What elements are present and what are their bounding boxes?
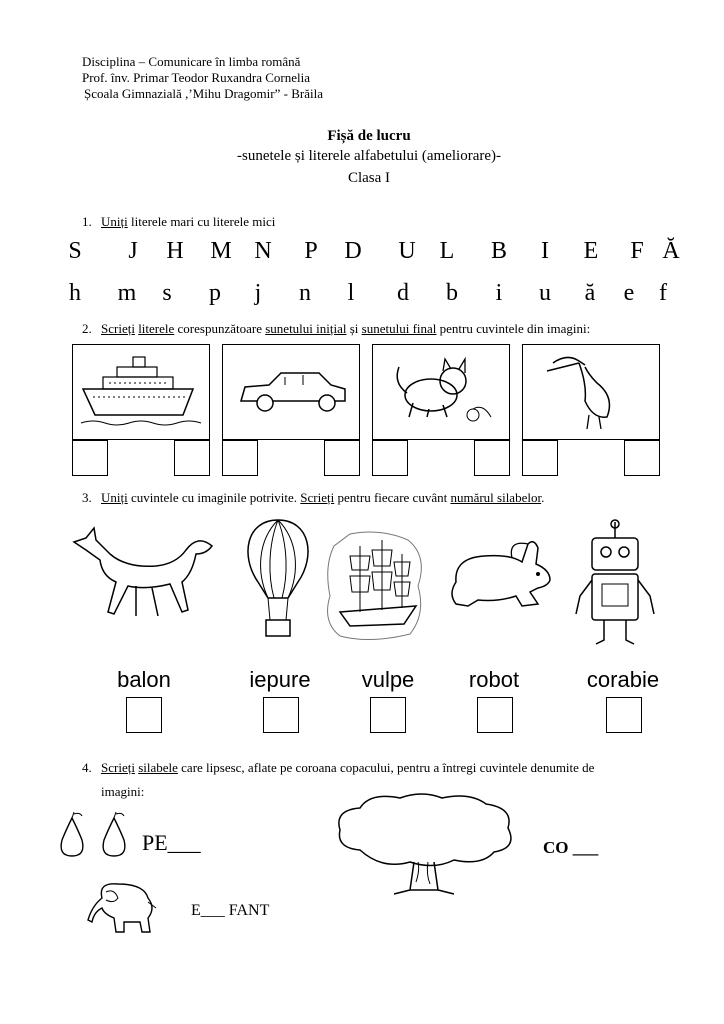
ex3-period: . bbox=[541, 490, 545, 505]
ex3-join: Uniți bbox=[101, 490, 128, 505]
ex4-instruction-line2: imagini: bbox=[101, 784, 145, 799]
upper-letter[interactable]: P bbox=[304, 238, 318, 264]
ex2-write: Scrieți bbox=[101, 321, 135, 336]
lower-letter[interactable]: m bbox=[117, 280, 137, 306]
word-balon: balon bbox=[117, 667, 171, 692]
ex1-verb: Uniți bbox=[101, 214, 128, 229]
ship-picture-box bbox=[72, 344, 210, 440]
elephant-icon bbox=[84, 878, 164, 938]
lower-letter[interactable]: s bbox=[162, 280, 172, 306]
lower-letter[interactable]: i bbox=[495, 280, 503, 306]
ex1-number: 1. bbox=[82, 214, 92, 229]
tree-icon bbox=[330, 790, 520, 900]
word-vulpe: vulpe bbox=[361, 667, 415, 692]
ex3-write: Scrieți bbox=[300, 490, 335, 505]
pelican-initial-box[interactable] bbox=[522, 440, 558, 476]
ex4-number: 4. bbox=[82, 760, 92, 775]
lower-letter[interactable]: j bbox=[254, 280, 262, 306]
vulpe-syllable-box[interactable] bbox=[370, 697, 406, 733]
ex2-text-a: corespunzătoare bbox=[174, 321, 266, 336]
lower-letter[interactable]: d bbox=[397, 280, 409, 306]
fox-icon bbox=[66, 520, 226, 630]
ex3-text-b: pentru fiecare cuvânt bbox=[334, 490, 451, 505]
balon-syllable-box[interactable] bbox=[126, 697, 162, 733]
upper-letter[interactable]: N bbox=[254, 238, 272, 264]
upper-letter[interactable]: L bbox=[439, 238, 455, 264]
pears-icon bbox=[54, 810, 134, 860]
worksheet-subtitle: -sunetele și literele alfabetului (ameliorare)- bbox=[236, 148, 502, 164]
pelican-icon bbox=[523, 345, 661, 441]
ex3-number: 3. bbox=[82, 490, 92, 505]
ex2-final-sound: sunetului final bbox=[361, 321, 437, 336]
ex4-write: Scrieți bbox=[101, 760, 135, 775]
ex4-syllables: silabele bbox=[138, 760, 178, 775]
ex1-rest: literele mari cu literele mici bbox=[127, 214, 276, 229]
ex2-initial-sound: sunetului inițial bbox=[265, 321, 347, 336]
ex2-instruction bbox=[82, 321, 590, 337]
word-co: CO ___ bbox=[543, 838, 599, 857]
lower-letter[interactable]: u bbox=[539, 280, 551, 306]
lower-letter[interactable]: n bbox=[299, 280, 311, 306]
robot-icon bbox=[570, 518, 660, 648]
lower-letter[interactable]: f bbox=[659, 280, 667, 306]
pelican-picture-box bbox=[522, 344, 660, 440]
lower-letter[interactable]: h bbox=[69, 280, 81, 306]
car-final-box[interactable] bbox=[324, 440, 360, 476]
hot-air-balloon-icon bbox=[238, 516, 318, 646]
word-robot: robot bbox=[468, 667, 520, 692]
lower-letter[interactable]: p bbox=[209, 280, 221, 306]
upper-letter[interactable]: Ă bbox=[662, 238, 680, 264]
worksheet-title: Fișă de lucru bbox=[327, 128, 411, 144]
ex2-text-c: pentru cuvintele din imagini: bbox=[436, 321, 591, 336]
car-icon bbox=[223, 345, 361, 441]
iepure-syllable-box[interactable] bbox=[263, 697, 299, 733]
ex1-instruction bbox=[82, 214, 275, 230]
lower-letter[interactable]: e bbox=[623, 280, 635, 306]
word-iepure: iepure bbox=[249, 667, 311, 692]
upper-letter[interactable]: I bbox=[541, 238, 549, 264]
upper-letter[interactable]: E bbox=[583, 238, 599, 264]
car-initial-box[interactable] bbox=[222, 440, 258, 476]
ex3-text-a: cuvintele cu imaginile potrivite. bbox=[127, 490, 301, 505]
ex2-letters: literele bbox=[138, 321, 175, 336]
upper-letter[interactable]: H bbox=[166, 238, 184, 264]
upper-letter[interactable]: U bbox=[398, 238, 416, 264]
cat-picture-box bbox=[372, 344, 510, 440]
upper-letter[interactable]: B bbox=[490, 238, 507, 264]
ex3-syllable-count: numărul silabelor bbox=[450, 490, 542, 505]
ex2-number: 2. bbox=[82, 321, 92, 336]
cat-icon bbox=[373, 345, 511, 441]
lower-letter[interactable]: l bbox=[347, 280, 355, 306]
class-label: Clasa I bbox=[347, 170, 391, 186]
ex4-instruction bbox=[82, 760, 594, 776]
rabbit-icon bbox=[438, 534, 558, 614]
subject-line: Disciplina – Comunicare în limba română bbox=[82, 54, 301, 69]
cat-final-box[interactable] bbox=[474, 440, 510, 476]
upper-letter[interactable]: S bbox=[68, 238, 82, 264]
ex2-text-b: și bbox=[346, 321, 362, 336]
corabie-syllable-box[interactable] bbox=[606, 697, 642, 733]
ship-icon bbox=[73, 345, 211, 441]
word-elefant: E___ FANT bbox=[191, 902, 270, 919]
lower-letter[interactable]: ă bbox=[584, 280, 596, 306]
car-picture-box bbox=[222, 344, 360, 440]
upper-letter[interactable]: M bbox=[210, 238, 232, 264]
school-line: Școala Gimnazială ,’Mihu Dragomir” - Brăila bbox=[84, 86, 323, 101]
teacher-line: Prof. înv. Primar Teodor Ruxandra Cornelia bbox=[82, 70, 310, 85]
cat-initial-box[interactable] bbox=[372, 440, 408, 476]
word-pe: PE___ bbox=[142, 830, 201, 855]
upper-letter[interactable]: D bbox=[344, 238, 362, 264]
word-corabie: corabie bbox=[586, 667, 660, 692]
ex4-text: care lipsesc, aflate pe coroana copacului, pentru a întregi cuvintele denumite de bbox=[177, 760, 595, 775]
upper-letter[interactable]: F bbox=[630, 238, 644, 264]
ship-final-box[interactable] bbox=[174, 440, 210, 476]
ex3-instruction bbox=[82, 490, 544, 506]
lower-letter[interactable]: b bbox=[446, 280, 458, 306]
ship-initial-box[interactable] bbox=[72, 440, 108, 476]
robot-syllable-box[interactable] bbox=[477, 697, 513, 733]
sailing-ship-icon bbox=[320, 526, 430, 646]
upper-letter[interactable]: J bbox=[128, 238, 138, 264]
pelican-final-box[interactable] bbox=[624, 440, 660, 476]
